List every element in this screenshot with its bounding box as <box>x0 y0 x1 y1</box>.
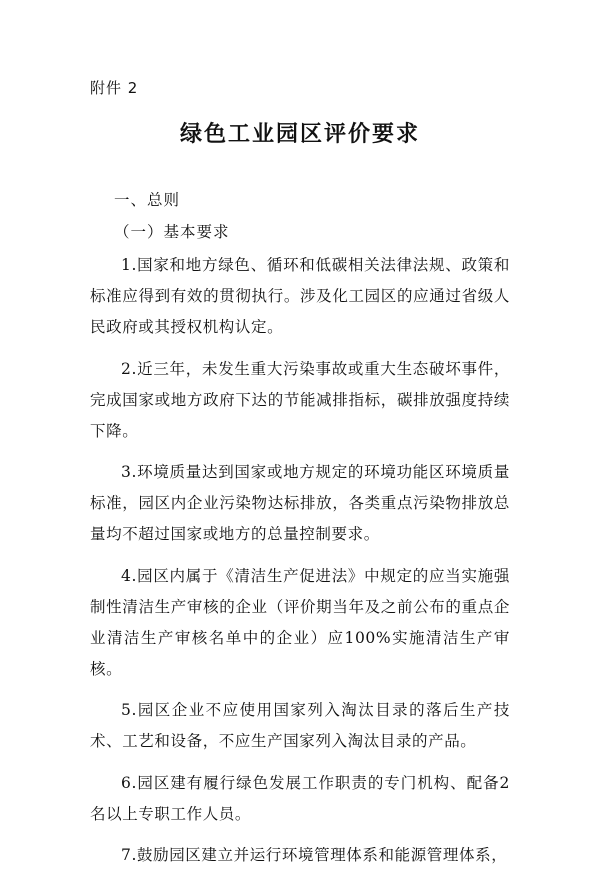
document-body <box>90 250 510 882</box>
subsection-heading: （一）基本要求 <box>114 223 230 241</box>
paragraph-5: 5.园区企业不应使用国家列入淘汰目录的落后生产技术、工艺和设备，不应生产国家列入淘汰目录的产品。 <box>90 701 510 750</box>
paragraph-1: 1.国家和地方绿色、循环和低碳相关法律法规、政策和标准应得到有效的贯彻执行。涉及化工园区的应通过省级人民政府或其授权机构认定。 <box>90 256 510 336</box>
section-heading: 一、总则 <box>114 191 181 209</box>
paragraph-2: 2.近三年，未发生重大污染事故或重大生态破坏事件，完成国家或地方政府下达的节能减排指标，碳排放强度持续下降。 <box>90 359 510 440</box>
document-title: 绿色工业园区评价要求 <box>179 121 420 147</box>
paragraph-4: 4.园区内属于《清洁生产促进法》中规定的应当实施强制性清洁生产审核的企业（评价期当年及之前公布的重点企业清洁生产审核名单中的企业）应100%实施清洁生产审核。 <box>90 566 510 678</box>
attachment-label: 附件 2 <box>90 79 139 97</box>
paragraph-7: 7.鼓励园区建立并运行环境管理体系和能源管理体系， <box>121 846 508 864</box>
paragraph-6: 6.园区建有履行绿色发展工作职责的专门机构、配备2名以上专职工作人员。 <box>90 773 510 823</box>
paragraph-3: 3.环境质量达到国家或地方规定的环境功能区环境质量标准，园区内企业污染物达标排放，各类重点污染物排放总量均不超过国家或地方的总量控制要求。 <box>90 463 510 543</box>
